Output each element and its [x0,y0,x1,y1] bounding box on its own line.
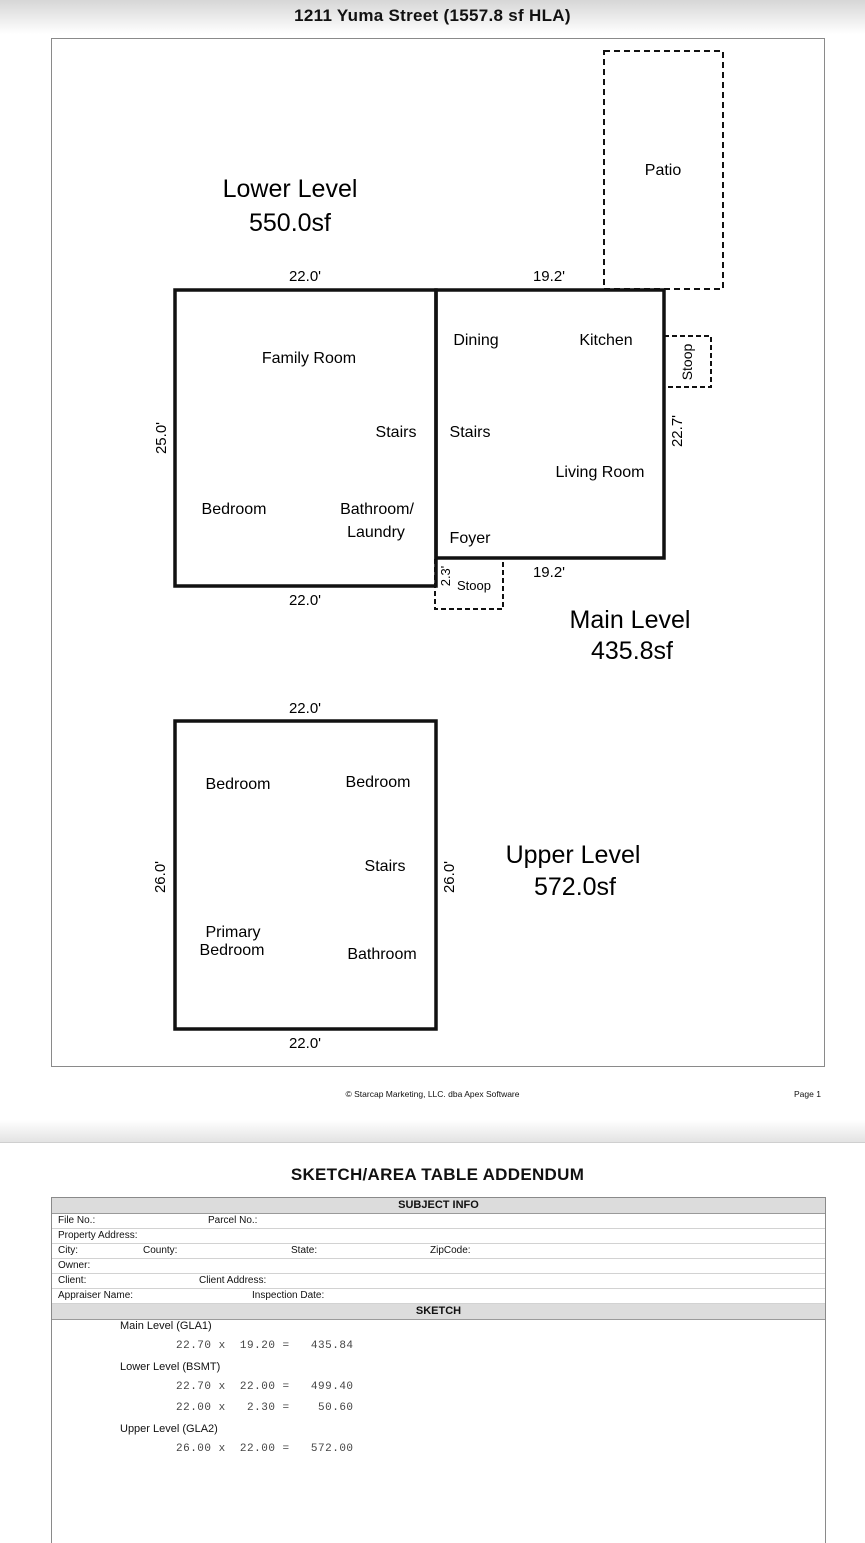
upper-level-area: 572.0sf [533,873,617,901]
subject-info-header: SUBJECT INFO [52,1198,825,1214]
info-row-client [52,1274,825,1289]
dim-lower-bottom: 22.0' [288,592,322,609]
dim-upper-bottom: 22.0' [288,1035,322,1052]
room-living-room: Living Room [555,464,645,481]
calc-lower-level-line-1: 22.70 x 22.00 = 499.40 [176,1381,354,1393]
page-number: Page 1 [794,1089,821,1099]
calc-main-level-label: Main Level (GLA1) [120,1320,212,1332]
property-address-label: Property Address: [58,1230,138,1241]
calc-upper-level-label: Upper Level (GLA2) [120,1423,218,1435]
lower-level-name: Lower Level [222,175,358,203]
sketch-header: SKETCH [52,1304,825,1320]
calc-lower-level-line-2: 22.00 x 2.30 = 50.60 [176,1402,354,1414]
county-label: County: [143,1245,178,1256]
room-primary-bedroom-line2: Bedroom [199,942,265,959]
main-level-name: Main Level [569,606,691,634]
room-upper-stairs: Stairs [364,858,406,875]
appraiser-name-label: Appraiser Name: [58,1290,134,1301]
state-label: State: [291,1245,318,1256]
file-no-label: File No.: [58,1215,96,1226]
copyright-footer: © Starcap Marketing, LLC. dba Apex Software [345,1089,520,1099]
room-upper-bedroom-right: Bedroom [345,774,411,791]
client-label: Client: [58,1275,87,1286]
calc-upper-level-line: 26.00 x 22.00 = 572.00 [176,1443,354,1455]
dim-main-top: 19.2' [532,268,566,285]
upper-level-name: Upper Level [505,841,641,869]
dim-stoop-height: 2.3' [438,565,453,587]
room-lower-bedroom: Bedroom [201,501,267,518]
info-row-appraiser [52,1289,825,1304]
room-upper-bathroom: Bathroom [347,946,417,963]
upper-level-outline [175,721,436,1029]
main-level-area: 435.8sf [590,637,674,665]
room-primary-bedroom-line1: Primary [205,924,261,941]
sketch-title: 1211 Yuma Street (1557.8 sf HLA) [294,6,571,25]
page-break [0,1120,865,1143]
info-row-address [52,1229,825,1244]
owner-label: Owner: [58,1260,91,1271]
room-bathroom-laundry-line2: Laundry [347,524,405,541]
addendum-title: SKETCH/AREA TABLE ADDENDUM [290,1165,585,1184]
room-patio: Patio [644,162,682,179]
info-row-owner [52,1259,825,1274]
dim-upper-top: 22.0' [288,700,322,717]
area-table [51,1197,826,1543]
dim-main-right: 22.7' [669,414,686,448]
room-bathroom-laundry-line1: Bathroom/ [340,501,414,518]
room-foyer: Foyer [449,530,491,547]
room-main-stairs: Stairs [449,424,491,441]
room-family-room: Family Room [261,350,357,367]
room-lower-stairs: Stairs [375,424,417,441]
inspection-date-label: Inspection Date: [252,1290,325,1301]
client-address-label: Client Address: [199,1275,267,1286]
room-side-stoop: Stoop [679,343,695,381]
city-label: City: [58,1245,78,1256]
dim-lower-left: 25.0' [153,421,170,455]
room-dining: Dining [453,332,499,349]
dim-upper-right: 26.0' [441,860,458,894]
parcel-no-label: Parcel No.: [208,1215,258,1226]
dim-main-bottom: 19.2' [532,564,566,581]
info-row-file [52,1214,825,1229]
zipcode-label: ZipCode: [430,1245,471,1256]
calc-main-level-line: 22.70 x 19.20 = 435.84 [176,1340,354,1352]
room-kitchen: Kitchen [579,332,633,349]
room-front-stoop: Stoop [457,578,491,593]
room-upper-bedroom-left: Bedroom [205,776,271,793]
info-row-city [52,1244,825,1259]
calc-lower-level-label: Lower Level (BSMT) [120,1361,221,1373]
dim-upper-left: 26.0' [152,860,169,894]
lower-level-area: 550.0sf [248,209,332,237]
dim-lower-top: 22.0' [288,268,322,285]
